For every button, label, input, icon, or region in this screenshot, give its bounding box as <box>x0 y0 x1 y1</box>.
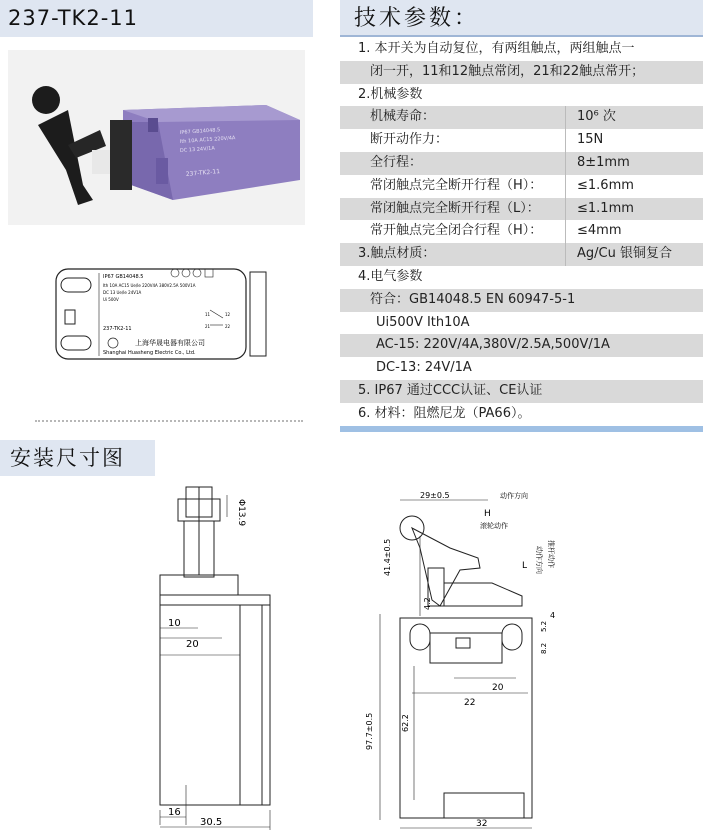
param-value: 8±1mm <box>577 154 630 170</box>
install-title: 安装尺寸图 <box>10 446 125 470</box>
param-text: DC-13: 24V/1A <box>376 360 472 376</box>
param-value: Ag/Cu 银铜复合 <box>577 246 672 262</box>
plate-company-en: Shanghai Huasheng Electric Co., Ltd. <box>103 350 196 356</box>
dim-32: 32 <box>476 819 488 829</box>
svg-text:DC 13 24V/1A: DC 13 24V/1A <box>179 145 216 154</box>
param-label: 常闭触点完全断开行程（H）： <box>370 177 543 193</box>
label-roller-action: 滚轮动作 <box>480 522 508 530</box>
model-title-bar <box>0 0 313 37</box>
dim-16: 16 <box>168 807 181 818</box>
param-row <box>340 243 703 266</box>
param-row <box>340 106 703 129</box>
param-row <box>340 380 703 403</box>
param-row <box>340 220 703 243</box>
dim-10: 10 <box>168 618 181 629</box>
drawing-side-view <box>150 485 290 833</box>
param-label: 机械寿命： <box>370 109 436 125</box>
dim-22: 22 <box>464 698 476 708</box>
plate-line1: IP67 GB14048.5 <box>103 274 144 280</box>
svg-text:237-TK2-11: 237-TK2-11 <box>185 168 221 178</box>
param-label: 断开动作力： <box>370 132 449 148</box>
param-text: 2.机械参数 <box>358 86 423 102</box>
plate-line3: DC 13 Ue/Ie 24V1A <box>103 290 142 295</box>
param-value: ≤1.6mm <box>577 177 634 193</box>
param-row <box>340 266 703 289</box>
label-plunger-action: 推杆动作 <box>547 540 555 568</box>
param-row <box>340 403 703 426</box>
param-value: ≤1.1mm <box>577 200 634 216</box>
dim-20-right: 20 <box>492 683 504 693</box>
param-row <box>340 38 703 61</box>
param-label: 3.触点材质： <box>358 246 436 262</box>
param-row <box>340 312 703 335</box>
param-row <box>340 334 703 357</box>
product-photo <box>8 50 305 225</box>
drawing-front-view <box>360 488 560 833</box>
param-text: Ui500V Ith10A <box>376 314 470 330</box>
param-value: 10⁶ 次 <box>577 109 616 125</box>
param-text: 6. 材料：阻燃尼龙（PA66）。 <box>358 405 531 421</box>
param-text: 闭一开，11和12触点常闭，21和22触点常开； <box>370 63 645 79</box>
model-title: 237-TK2-11 <box>8 6 138 30</box>
dim-5-2: 5.2 <box>540 620 548 632</box>
dim-4: 4 <box>550 611 556 620</box>
dim-20: 20 <box>186 639 199 650</box>
dim-30-5: 30.5 <box>200 817 223 828</box>
param-row <box>340 84 703 107</box>
dotted-divider <box>35 420 303 422</box>
params-table-bottom-rule <box>340 426 703 432</box>
dim-roller-dia: Φ13.9 <box>236 499 246 527</box>
param-label: 常闭触点完全断开行程（L）： <box>370 200 540 216</box>
param-row <box>340 357 703 380</box>
label-l: L <box>522 561 528 571</box>
param-value: ≤4mm <box>577 223 622 239</box>
param-label: 常开触点完全闭合行程（H）： <box>370 223 543 239</box>
plate-contact-12: 12 <box>225 312 231 317</box>
label-action-dir-side: 动作方向 <box>535 546 543 574</box>
dim-8-2: 8.2 <box>540 642 548 654</box>
svg-text:Ith 10A AC15 220V/4A: Ith 10A AC15 220V/4A <box>179 135 236 145</box>
plate-line4: Ui 500V <box>103 297 119 302</box>
plate-line2: Ith 10A AC15 Ue/Ie 220V4A 380V2.5A 500V1A <box>103 283 196 288</box>
param-row <box>340 152 703 175</box>
param-text: AC-15: 220V/4A,380V/2.5A,500V/1A <box>376 337 610 353</box>
svg-text:IP67 GB14048.5: IP67 GB14048.5 <box>179 127 221 136</box>
param-label: 全行程： <box>370 154 423 170</box>
params-title: 技术参数： <box>354 6 480 31</box>
dim-62-2: 62.2 <box>401 714 410 732</box>
param-row <box>340 129 703 152</box>
param-value: 15N <box>577 132 604 148</box>
param-text: 1. 本开关为自动复位，有两组触点，两组触点一 <box>358 41 635 56</box>
dim-4-2: 4.2 <box>423 597 432 610</box>
install-title-bar <box>0 440 155 476</box>
dim-97-7: 97.7±0.5 <box>365 712 374 750</box>
plate-contact-22: 22 <box>225 324 231 329</box>
params-table <box>340 38 703 432</box>
param-text: 5. IP67 通过CCC认证、CE认证 <box>358 382 543 398</box>
param-text: 4.电气参数 <box>358 268 423 284</box>
plate-model: 237-TK2-11 <box>103 326 132 332</box>
dim-29: 29±0.5 <box>420 491 450 500</box>
param-row <box>340 289 703 312</box>
label-h: H <box>484 509 491 519</box>
param-row <box>340 175 703 198</box>
param-text: 符合：GB14048.5 EN 60947-5-1 <box>370 291 576 307</box>
label-action-dir-top: 动作方向 <box>500 492 528 500</box>
plate-contact-21: 21 <box>205 324 211 329</box>
params-title-bar <box>340 0 703 37</box>
label-plate-drawing <box>55 268 270 360</box>
param-row <box>340 198 703 221</box>
dim-41-4: 41.4±0.5 <box>383 538 392 576</box>
plate-company-cn: 上海华晟电器有限公司 <box>135 339 205 347</box>
plate-contact-11: 11 <box>205 312 211 317</box>
param-row <box>340 61 703 84</box>
